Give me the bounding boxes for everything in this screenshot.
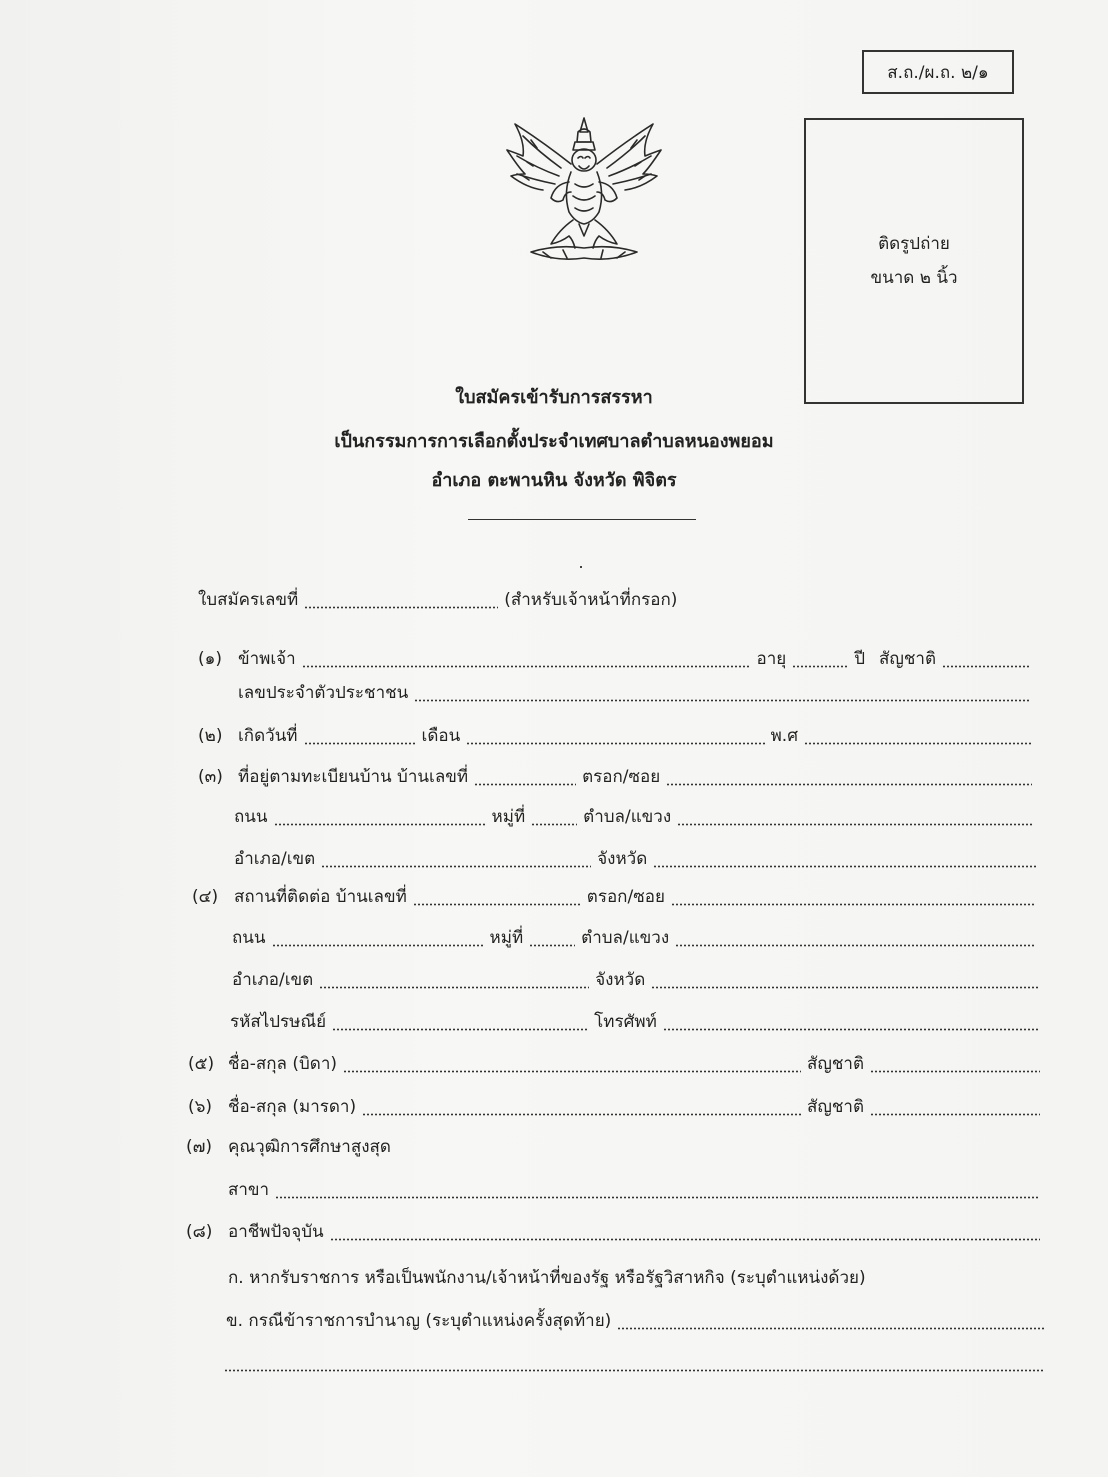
subdistrict-label: ตำบล/แขวง: [583, 807, 672, 827]
contact-alley-field[interactable]: [671, 903, 1034, 906]
province-field[interactable]: [653, 865, 1036, 868]
application-no-label: ใบสมัครเลขที่: [198, 590, 299, 610]
form-code: ส.ถ./ผ.ถ. ๒/๑: [887, 62, 989, 83]
house-no-field[interactable]: [474, 783, 576, 786]
education-label: คุณวุฒิการศึกษาสูงสุด: [228, 1137, 391, 1157]
moo-field[interactable]: [531, 823, 577, 826]
age-label: อายุ: [756, 649, 787, 669]
contact-road-label: ถนน: [232, 928, 266, 948]
item-number: (๑): [198, 649, 223, 669]
birth-year-label: พ.ศ: [770, 726, 798, 746]
postcode-label: รหัสไปรษณีย์: [230, 1012, 327, 1032]
phone-field[interactable]: [663, 1028, 1038, 1031]
application-no-field[interactable]: [304, 606, 498, 609]
item-3-district-row: [234, 845, 1042, 875]
item-number: (๔): [192, 887, 219, 907]
item-1-row: [198, 645, 1036, 675]
district-label: อำเภอ/เขต: [234, 849, 316, 869]
mother-nationality-field[interactable]: [870, 1113, 1040, 1116]
retired-position-field[interactable]: [617, 1327, 1044, 1330]
name-label: ข้าพเจ้า: [238, 649, 296, 669]
item-number: (๒): [198, 726, 223, 746]
contact-house-no-field[interactable]: [413, 903, 581, 906]
retired-position-label: ข. กรณีข้าราชการบำนาญ (ระบุตำแหน่งครั้งสุดท้าย): [226, 1311, 612, 1331]
item-8a-row: [228, 1264, 1048, 1294]
father-nationality-label: สัญชาติ: [807, 1054, 864, 1074]
form-code-box: [862, 50, 1014, 94]
item-3-road-row: [234, 803, 1038, 833]
phone-label: โทรศัพท์: [594, 1012, 657, 1032]
contact-province-label: จังหวัด: [595, 970, 646, 990]
government-position-label: ก. หากรับราชการ หรือเป็นพนักงาน/เจ้าหน้าที่ของรัฐ หรือรัฐวิสาหกิจ (ระบุตำแหน่งด้วย): [228, 1268, 866, 1288]
item-number: (๓): [198, 767, 223, 787]
mother-name-field[interactable]: [362, 1113, 801, 1116]
mother-name-label: ชื่อ-สกุล (มารดา): [228, 1097, 357, 1117]
title-line2: เป็นกรรมการการเลือกตั้งประจำเทศบาลตำบลหนองพยอม: [334, 431, 774, 452]
item-8b-row: [226, 1307, 1050, 1337]
photo-label-line2: ขนาด ๒ นิ้ว: [870, 268, 958, 288]
citizen-id-label: เลขประจำตัวประชาชน: [238, 683, 409, 703]
item-2-row: [198, 722, 1038, 752]
item-4-road-row: [232, 924, 1040, 954]
contact-subdistrict-field[interactable]: [675, 944, 1034, 947]
alley-label: ตรอก/ซอย: [582, 767, 661, 787]
year-label: ปี: [854, 649, 865, 669]
application-no-row: [198, 586, 758, 616]
title-line1: ใบสมัครเข้ารับการสรรหา: [455, 387, 653, 408]
name-field[interactable]: [302, 665, 751, 668]
father-name-label: ชื่อ-สกุล (บิดา): [228, 1054, 338, 1074]
district-field[interactable]: [321, 865, 591, 868]
item-4-district-row: [232, 966, 1044, 996]
item-6-row: [188, 1093, 1046, 1123]
contact-house-no-label: สถานที่ติดต่อ บ้านเลขที่: [234, 887, 407, 907]
house-no-label: ที่อยู่ตามทะเบียนบ้าน บ้านเลขที่: [238, 767, 469, 787]
item-7-major-row: [228, 1176, 1046, 1206]
contact-road-field[interactable]: [272, 944, 484, 947]
major-field[interactable]: [275, 1196, 1040, 1199]
road-label: ถนน: [234, 807, 268, 827]
contact-district-label: อำเภอ/เขต: [232, 970, 314, 990]
item-1-id-row: [238, 679, 1036, 709]
postcode-field[interactable]: [332, 1028, 588, 1031]
item-4-postcode-row: [230, 1008, 1044, 1038]
contact-province-field[interactable]: [651, 986, 1038, 989]
photo-placeholder-box: [804, 118, 1024, 404]
item-number: (๖): [188, 1097, 213, 1117]
birth-month-field[interactable]: [466, 742, 764, 745]
age-field[interactable]: [792, 665, 848, 668]
birth-month-label: เดือน: [421, 726, 461, 746]
moo-label: หมู่ที่: [491, 807, 526, 827]
item-5-row: [188, 1050, 1046, 1080]
item-7-row: [186, 1133, 586, 1163]
father-name-field[interactable]: [343, 1070, 801, 1073]
item-3-row: [198, 763, 1038, 793]
garuda-emblem-icon: [503, 112, 665, 272]
mother-nationality-label: สัญชาติ: [807, 1097, 864, 1117]
road-field[interactable]: [274, 823, 486, 826]
father-nationality-field[interactable]: [870, 1070, 1040, 1073]
item-number: (๘): [186, 1222, 213, 1242]
contact-moo-label: หมู่ที่: [489, 928, 524, 948]
subdistrict-field[interactable]: [677, 823, 1032, 826]
contact-moo-field[interactable]: [529, 944, 575, 947]
item-4-row: [192, 883, 1040, 913]
birth-day-label: เกิดวันที่: [238, 726, 298, 746]
contact-district-field[interactable]: [319, 986, 589, 989]
nationality-label: สัญชาติ: [879, 649, 936, 669]
application-no-note: (สำหรับเจ้าหน้าที่กรอก): [504, 590, 678, 610]
title-underline: [468, 519, 696, 520]
citizen-id-field[interactable]: [414, 699, 1030, 702]
occupation-label: อาชีพปัจจุบัน: [228, 1222, 324, 1242]
photo-label-line1: ติดรูปถ่าย: [878, 234, 950, 254]
item-8-row: [186, 1218, 1046, 1248]
alley-field[interactable]: [666, 783, 1032, 786]
item-8-extra-row: [224, 1349, 1050, 1379]
major-label: สาขา: [228, 1180, 270, 1200]
nationality-field[interactable]: [942, 665, 1030, 668]
occupation-field[interactable]: [330, 1238, 1040, 1241]
title-line3: อำเภอ ตะพานหิน จังหวัด พิจิตร: [431, 470, 677, 491]
birth-day-field[interactable]: [304, 742, 416, 745]
stray-mark: [580, 566, 582, 568]
contact-subdistrict-label: ตำบล/แขวง: [581, 928, 670, 948]
item-number: (๗): [186, 1137, 213, 1157]
contact-alley-label: ตรอก/ซอย: [586, 887, 665, 907]
item-number: (๕): [188, 1054, 215, 1074]
extra-line-field[interactable]: [224, 1369, 1044, 1372]
province-label: จังหวัด: [597, 849, 648, 869]
birth-year-field[interactable]: [804, 742, 1032, 745]
